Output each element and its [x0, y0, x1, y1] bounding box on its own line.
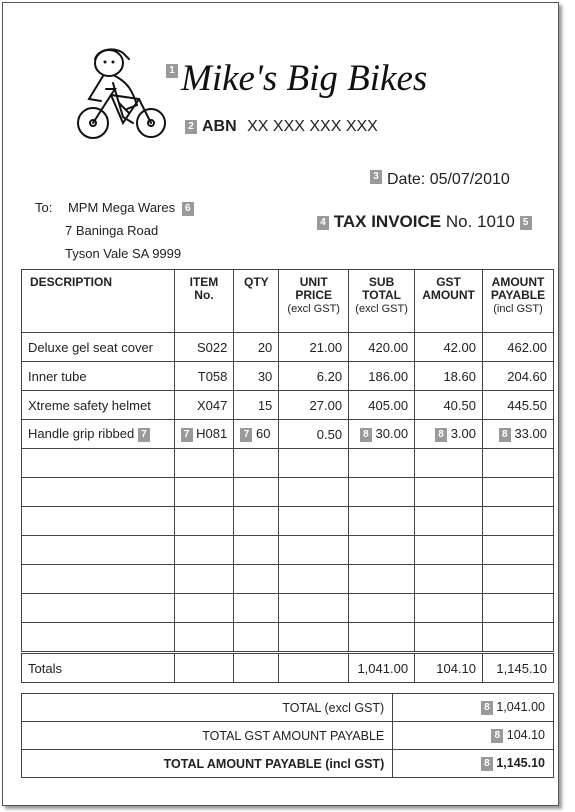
summary-value: 8 104.10	[393, 722, 554, 750]
summary-row	[22, 722, 554, 750]
line-items-table	[21, 269, 554, 683]
cell-qty: 15	[234, 391, 279, 420]
cell-unit-price: 0.50	[279, 420, 349, 449]
cell-description: Deluxe gel seat cover	[22, 333, 175, 362]
callout-badge-8: 8	[360, 428, 372, 442]
callout-badge-5: 5	[520, 216, 532, 230]
summary-row	[22, 750, 554, 778]
callout-badge-2: 2	[185, 120, 197, 134]
empty-row	[22, 594, 554, 623]
summary-value: 8 1,041.00	[393, 694, 554, 722]
empty-row	[22, 507, 554, 536]
cell-item-no: X047	[174, 391, 234, 420]
summary-label: TOTAL (excl GST)	[22, 694, 393, 722]
abn-value: XX XXX XXX XXX	[247, 118, 378, 135]
callout-badge-7: 7	[138, 428, 150, 442]
callout-badge-8: 8	[499, 428, 511, 442]
totals-row	[22, 653, 554, 683]
col-header-unit-price: UNIT PRICE (excl GST)	[279, 270, 349, 333]
invoice-number: No. 1010	[445, 212, 515, 231]
recipient-address-line2: Tyson Vale SA 9999	[65, 246, 182, 261]
to-label: To:	[35, 200, 53, 215]
callout-badge-8: 8	[491, 729, 503, 743]
invoice-date: Date: 05/07/2010	[387, 171, 510, 188]
tax-invoice-label: TAX INVOICE	[333, 212, 442, 231]
cell-description: Inner tube	[22, 362, 175, 391]
summary-label: TOTAL GST AMOUNT PAYABLE	[22, 722, 393, 750]
recipient-name: MPM Mega Wares	[67, 200, 176, 215]
cell-gst: 40.50	[415, 391, 483, 420]
table-row	[22, 333, 554, 362]
totals-sub-total: 1,041.00	[349, 653, 415, 683]
empty-row	[22, 478, 554, 507]
cell-unit-price: 27.00	[279, 391, 349, 420]
callout-badge-8: 8	[481, 757, 493, 771]
cell-amount: 445.50	[483, 391, 554, 420]
cell-unit-price: 21.00	[279, 333, 349, 362]
cell-amount: 204.60	[483, 362, 554, 391]
totals-label: Totals	[22, 653, 175, 683]
callout-badge-1: 1	[166, 64, 178, 78]
table-row	[22, 391, 554, 420]
cell-qty: 20	[234, 333, 279, 362]
cyclist-logo	[71, 43, 169, 143]
empty-row	[22, 623, 554, 653]
cell-item-no: 7 H081	[174, 420, 234, 449]
col-header-description: DESCRIPTION	[22, 270, 175, 333]
cell-qty: 30	[234, 362, 279, 391]
cell-sub-total: 8 30.00	[349, 420, 415, 449]
cell-description: Handle grip ribbed 7	[22, 420, 175, 449]
abn-label: ABN	[202, 118, 237, 135]
summary-value: 8 1,145.10	[393, 750, 554, 778]
empty-row	[22, 449, 554, 478]
table-header-row	[22, 270, 554, 333]
recipient-address-line1: 7 Baninga Road	[65, 223, 159, 238]
empty-row	[22, 565, 554, 594]
cell-qty: 7 60	[234, 420, 279, 449]
callout-badge-3: 3	[370, 170, 382, 184]
cell-amount: 8 33.00	[483, 420, 554, 449]
totals-gst: 104.10	[415, 653, 483, 683]
summary-row	[22, 694, 554, 722]
invoice-page	[2, 2, 559, 806]
cell-item-no: T058	[174, 362, 234, 391]
empty-row	[22, 536, 554, 565]
callout-badge-7: 7	[181, 428, 193, 442]
callout-badge-8: 8	[481, 701, 493, 715]
cell-sub-total: 420.00	[349, 333, 415, 362]
cell-amount: 462.00	[483, 333, 554, 362]
callout-badge-7: 7	[240, 428, 252, 442]
callout-badge-6: 6	[182, 202, 194, 216]
cell-item-no: S022	[174, 333, 234, 362]
cell-sub-total: 186.00	[349, 362, 415, 391]
totals-amount: 1,145.10	[483, 653, 554, 683]
cell-sub-total: 405.00	[349, 391, 415, 420]
table-row	[22, 420, 554, 449]
col-header-qty: QTY	[234, 270, 279, 333]
cell-gst: 8 3.00	[415, 420, 483, 449]
col-header-amount-payable: AMOUNT PAYABLE (incl GST)	[483, 270, 554, 333]
summary-label: TOTAL AMOUNT PAYABLE (incl GST)	[22, 750, 393, 778]
summary-table	[21, 693, 554, 778]
cell-gst: 42.00	[415, 333, 483, 362]
table-row	[22, 362, 554, 391]
cell-description: Xtreme safety helmet	[22, 391, 175, 420]
callout-badge-4: 4	[317, 216, 329, 230]
col-header-gst-amount: GST AMOUNT	[415, 270, 483, 333]
col-header-item-no: ITEM No.	[174, 270, 234, 333]
brand-name: Mike's Big Bikes	[181, 58, 428, 99]
col-header-sub-total: SUB TOTAL (excl GST)	[349, 270, 415, 333]
callout-badge-8: 8	[435, 428, 447, 442]
cell-gst: 18.60	[415, 362, 483, 391]
cell-unit-price: 6.20	[279, 362, 349, 391]
